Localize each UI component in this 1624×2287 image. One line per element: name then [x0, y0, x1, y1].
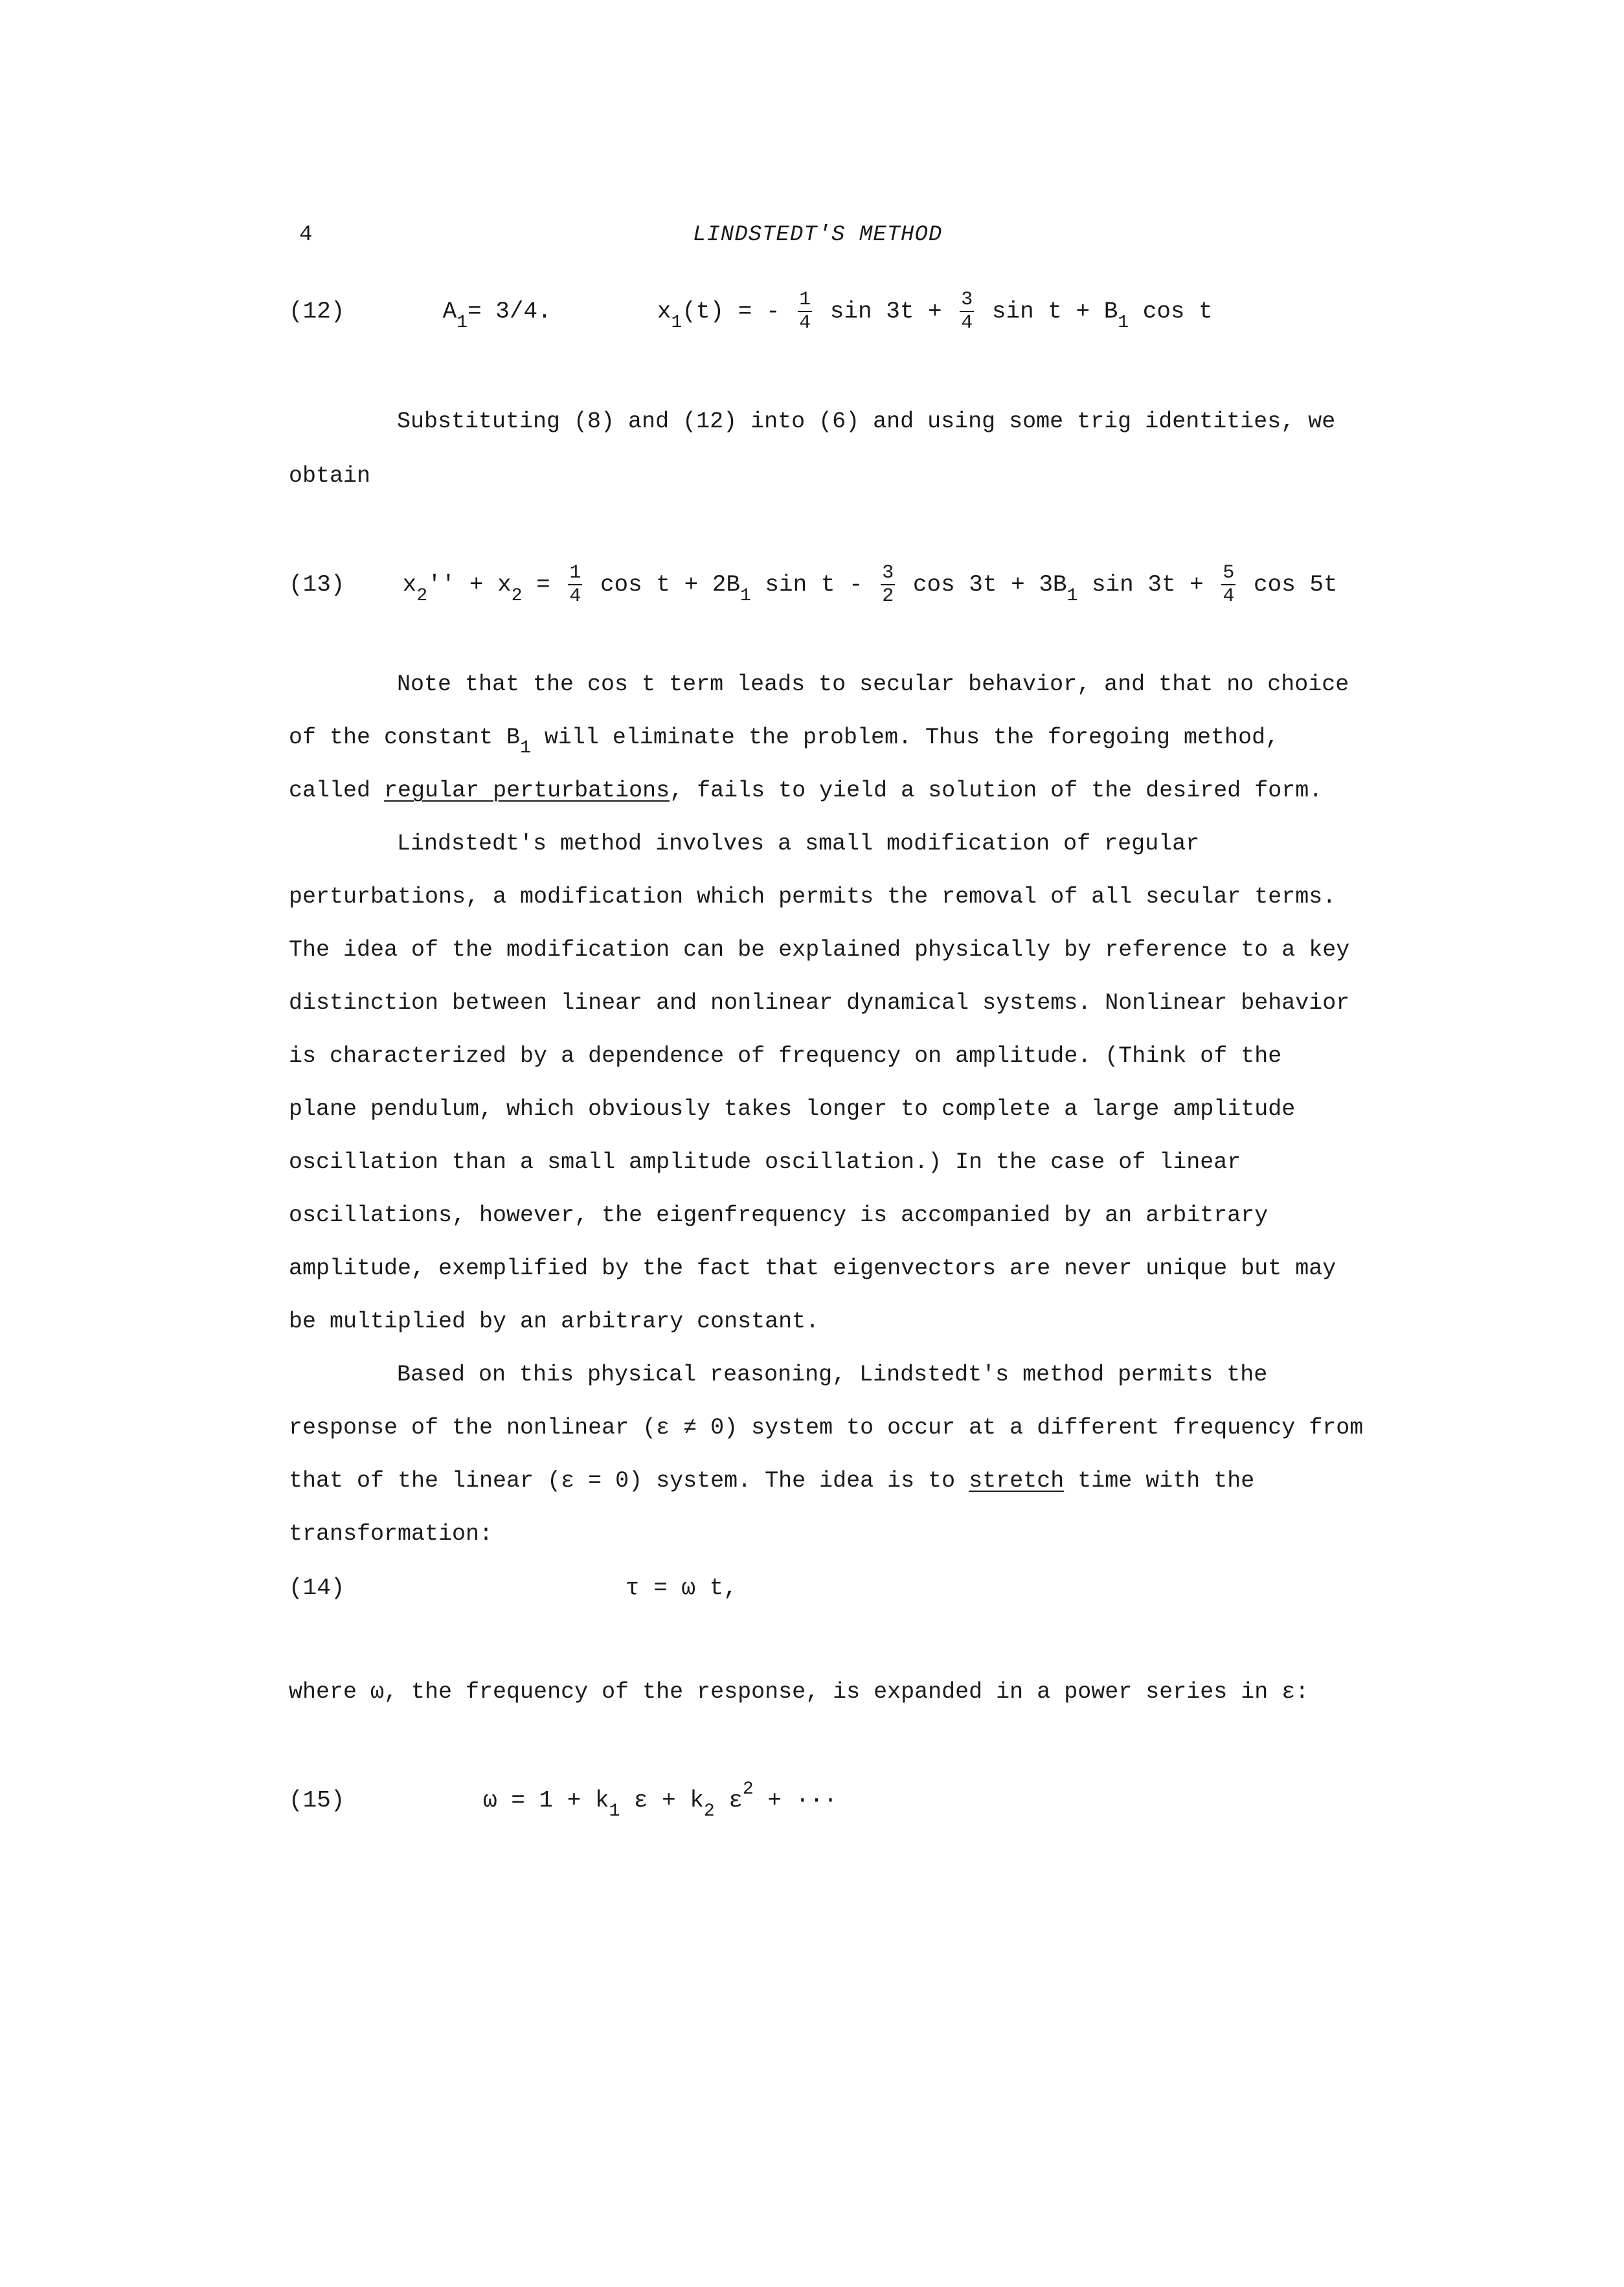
text-run: that of the linear (ε = 0) system. The idea is to	[289, 1468, 956, 1494]
eq-subscript: 2	[511, 585, 523, 606]
text-run: called	[289, 778, 371, 804]
eq-subscript: 1	[740, 585, 751, 606]
equation-14-expression: τ = ω t,	[626, 1575, 738, 1601]
text-run: time with the	[1077, 1468, 1255, 1494]
page-number: 4	[299, 223, 313, 247]
underlined-term: regular perturbations	[384, 778, 670, 804]
eq-term: (t) = -	[682, 298, 780, 325]
eq-subscript: 1	[457, 312, 468, 333]
paragraph-3-line: is characterized by a dependence of frequency on amplitude. (Think of the	[289, 1043, 1282, 1069]
equation-15	[289, 1787, 344, 1814]
text-run: , fails to yield a solution of the desired form.	[670, 778, 1323, 804]
paragraph-2-line-1: Note that the cos t term leads to secular behavior, and that no choice	[397, 671, 1349, 697]
eq-term: A	[442, 298, 457, 325]
text-subscript: 1	[520, 738, 531, 758]
fraction: $\frac{1}{4}$	[569, 562, 581, 607]
equation-14	[289, 1575, 344, 1601]
paragraph-3-line: distinction between linear and nonlinear dynamical systems. Nonlinear behavior	[289, 990, 1350, 1016]
eq-term: sin 3t +	[829, 298, 942, 325]
eq-term: =	[536, 571, 550, 598]
paragraph-3-line: The idea of the modification can be explained physically by reference to a key	[289, 937, 1350, 963]
eq-subscript: 2	[416, 585, 428, 606]
eq-term: x	[657, 298, 671, 325]
equation-12	[289, 290, 1213, 333]
paragraph-3-line: oscillations, however, the eigenfrequency is accompanied by an arbitrary	[289, 1202, 1269, 1228]
eq-term: ω = 1 + k	[483, 1787, 609, 1814]
equation-label: (15)	[289, 1787, 345, 1814]
eq-term: = 3/4.	[468, 298, 552, 325]
paragraph-2-line-2	[289, 725, 1280, 758]
eq-term: sin t -	[765, 571, 863, 598]
paragraph-5-line-1: where ω, the frequency of the response, is expanded in a power series in ε:	[289, 1679, 1309, 1705]
paragraph-4-line-3	[289, 1470, 1254, 1493]
paragraph-3-line: perturbations, a modification which permits the removal of all secular terms.	[289, 884, 1336, 910]
paragraph-3-line: be multiplied by an arbitrary constant.	[289, 1309, 820, 1335]
equation-label: (13)	[289, 571, 345, 598]
paragraph-4-line-1: Based on this physical reasoning, Lindstedt's method permits the	[397, 1362, 1268, 1388]
paragraph-4-line-4: transformation:	[289, 1521, 493, 1547]
paragraph-4-line-2: response of the nonlinear (ε ≠ 0) system to occur at a different frequency from	[289, 1415, 1364, 1441]
eq-term: ε	[728, 1787, 743, 1814]
paragraph-3-line: oscillation than a small amplitude oscillation.) In the case of linear	[289, 1149, 1241, 1175]
fraction: $\frac{3}{4}$	[961, 289, 973, 334]
running-title: LINDSTEDT'S METHOD	[693, 223, 943, 247]
paragraph-3-line: amplitude, exemplified by the fact that eigenvectors are never unique but may	[289, 1256, 1336, 1281]
eq-term: sin 3t +	[1091, 571, 1204, 598]
paragraph-1-line-2: obtain	[289, 463, 371, 489]
paragraph-3-line: plane pendulum, which obviously takes longer to complete a large amplitude	[289, 1096, 1296, 1122]
eq-subscript: 1	[1066, 585, 1078, 606]
eq-term: sin t + B	[991, 298, 1118, 325]
paragraph-2-line-3	[289, 780, 1322, 802]
text-run: will eliminate the problem. Thus the foregoing method,	[544, 725, 1280, 750]
eq-term: '' + x	[427, 571, 512, 598]
equation-13	[289, 563, 1338, 606]
eq-superscript: 2	[742, 1779, 754, 1799]
eq-subscript: 1	[609, 1801, 620, 1821]
eq-term: x	[402, 571, 417, 598]
eq-term: cos 5t	[1254, 571, 1338, 598]
eq-subscript: 1	[1118, 312, 1129, 333]
eq-subscript: 1	[671, 312, 682, 333]
fraction: $\frac{5}{4}$	[1223, 562, 1235, 607]
equation-15-expression	[483, 1779, 838, 1821]
eq-term: cos t + 2B	[600, 571, 740, 598]
eq-term: cos t	[1142, 298, 1213, 325]
eq-subscript: 2	[703, 1801, 715, 1821]
fraction: $\frac{1}{4}$	[799, 289, 811, 334]
eq-term: cos 3t + 3B	[912, 571, 1067, 598]
equation-label: (12)	[289, 298, 345, 325]
text-run: of the constant B	[289, 725, 521, 750]
eq-term: + ···	[767, 1787, 838, 1814]
paragraph-3-line: Lindstedt's method involves a small modification of regular	[397, 831, 1200, 857]
fraction: $\frac{3}{2}$	[882, 562, 894, 607]
underlined-term: stretch	[969, 1468, 1065, 1494]
equation-label: (14)	[289, 1575, 345, 1601]
paragraph-1-line-1: Substituting (8) and (12) into (6) and using some trig identities, we	[397, 409, 1336, 434]
eq-term: ε + k	[633, 1787, 704, 1814]
